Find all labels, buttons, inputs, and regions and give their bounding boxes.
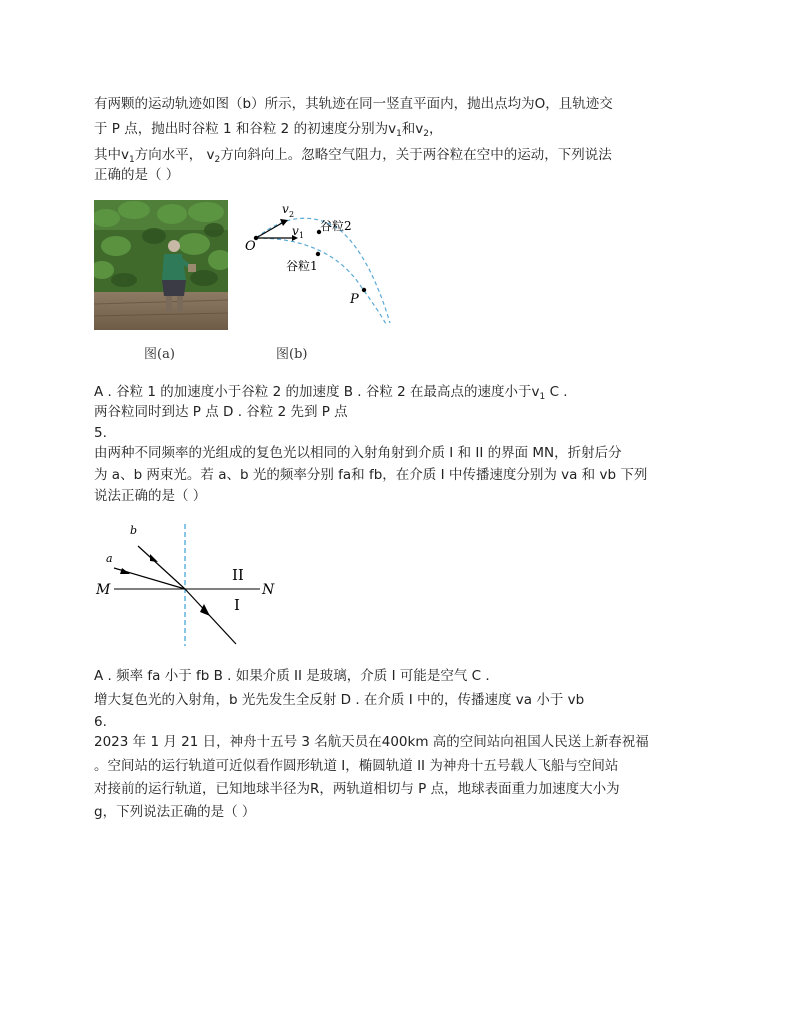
label-grain-2: 谷粒2	[320, 219, 352, 233]
label-b: b	[130, 524, 138, 537]
label-grain-1: 谷粒1	[286, 259, 318, 273]
q6-text-line-1: 2023 年 1 月 21 日，神舟十五号 3 名航天员在400km 高的空间站向祖国人民送上新春祝福	[94, 734, 649, 750]
q4-options-line-1: A . 谷粒 1 的加速度小于谷粒 2 的加速度 B . 谷粒 2 在最高点的速度小于$v_1$ C .	[94, 384, 568, 402]
q4-options-line-2: 两谷粒同时到达 P 点 D . 谷粒 2 先到 P 点	[94, 404, 348, 420]
q5-options-line-1: A . 频率 fa 小于 fb B . 如果介质 II 是玻璃，介质 I 可能是空气 C .	[94, 668, 490, 684]
trajectory-grain-1	[256, 238, 386, 324]
label-medium-2: II	[232, 566, 244, 584]
label-v1-sub: 1	[299, 231, 305, 240]
figure-a-caption: 图(a)	[144, 347, 175, 362]
trajectory-grain-2	[256, 218, 390, 323]
q4-text-line-1: 有两颗的运动轨迹如图（b）所示，其轨迹在同一竖直平面内，抛出点均为O，且轨迹交	[94, 96, 613, 112]
incident-ray-arrowhead	[200, 604, 210, 616]
figure-b-caption: 图(b)	[276, 347, 308, 362]
q4-text-line-4: 正确的是（ ）	[94, 167, 180, 183]
q4-text-line-2: 于 P 点，抛出时谷粒 1 和谷粒 2 的初速度分别为$v_1$和$v_2$，	[94, 121, 443, 139]
label-v2-sub: 2	[289, 210, 295, 219]
ray-a-arrowhead	[120, 568, 130, 574]
farmer-photo	[94, 200, 228, 330]
label-p: P	[350, 292, 359, 307]
incident-ray	[185, 589, 236, 644]
q6-number: 6.	[94, 714, 107, 730]
q5-text-line-3: 说法正确的是（ ）	[94, 488, 207, 504]
q5-options-line-2: 增大复色光的入射角，b 光先发生全反射 D . 在介质 I 中的，传播速度 va 小于 vb	[94, 692, 585, 708]
q6-text-line-4: g，下列说法正确的是（ ）	[94, 804, 256, 820]
label-o: O	[245, 239, 256, 254]
grain-1-dot	[316, 252, 320, 256]
ray-b-arrowhead	[150, 554, 158, 562]
q5-text-line-1: 由两种不同频率的光组成的复色光以相同的入射角射到介质 I 和 II 的界面 MN，折射后分	[94, 445, 622, 461]
velocity-v2-arrow	[256, 223, 282, 238]
refraction-diagram	[92, 520, 282, 650]
label-m: M	[96, 582, 111, 598]
q5-text-line-2: 为 a、b 两束光。若 a、b 光的频率分别 fa和 fb，在介质 I 中传播速度分别为 va 和 vb 下列	[94, 467, 648, 483]
label-v1: v	[292, 224, 299, 238]
q4-text-line-3: 其中$v_1$方向水平， $v_2$方向斜向上。忽略空气阻力，关于两谷粒在空中的运动，下列说法	[94, 147, 612, 165]
label-a: a	[106, 552, 113, 565]
q6-text-line-2: 。空间站的运行轨道可近似看作圆形轨道 I，椭圆轨道 II 为神舟十五号载人飞船与空间站	[94, 758, 619, 774]
point-p	[362, 288, 366, 292]
label-v2: v	[282, 202, 289, 216]
trajectory-diagram	[240, 198, 400, 333]
q6-text-line-3: 对接前的运行轨道，已知地球半径为R，两轨道相切与 P 点，地球表面重力加速度大小为	[94, 781, 620, 797]
label-n: N	[262, 582, 275, 598]
q5-number: 5.	[94, 425, 107, 441]
label-medium-1: I	[234, 596, 240, 614]
farmer-photo-illustration	[94, 200, 228, 330]
